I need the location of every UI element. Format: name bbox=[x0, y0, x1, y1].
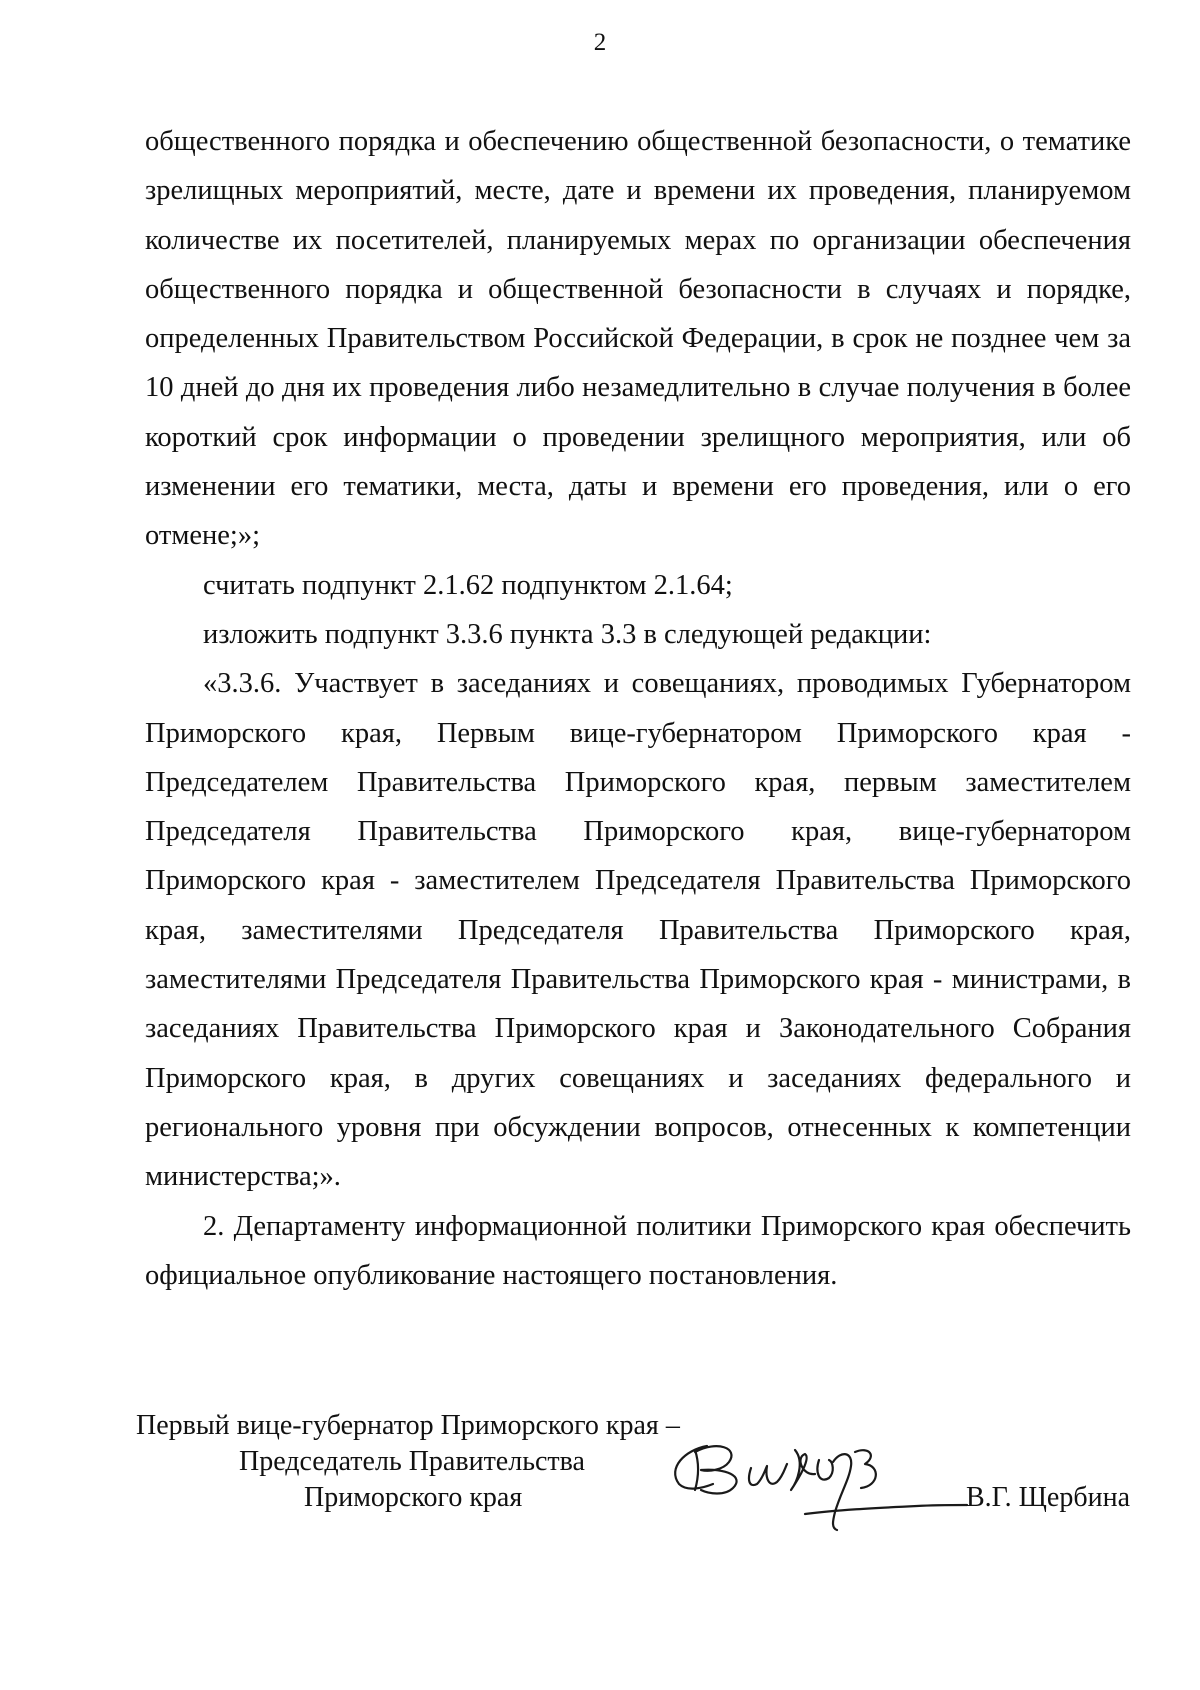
paragraph-1: общественного порядка и обеспечению общественной безопасности, о тематике зрелищных мероприятий, месте, дате и времени их проведения, планируемом количестве их посетителей, планируемых мерах по организации обеспечения общественного порядка и общественной безопасности в случаях и порядке, определенных Правительством Российской Федерации, в срок не позднее чем за 10 дней до дня их проведения либо незамедлительно в случае получения в более короткий срок информации о проведении зрелищного мероприятия, или об изменении его тематики, места, даты и времени его проведения, или о его отмене;»; bbox=[145, 126, 1131, 552]
paragraph-4: «3.3.6. Участвует в заседаниях и совещаниях, проводимых Губернатором Приморского края, Первым вице-губернатором Приморского края - Председателем Правительства Приморского края, первым заместителем Председателя Правительства Приморского края, вице-губернатором Приморского края - заместителем Председателя Правительства Приморского края, заместителями Председателя Правительства Приморского края, заместителями Председателя Правительства Приморского края - министрами, в заседаниях Правительства Приморского края и Законодательного Собрания Приморского края, в других совещаниях и заседаниях федерального и регионального уровня при обсуждении вопросов, отнесенных к компетенции министерства;». bbox=[145, 668, 1131, 1193]
handwritten-signature bbox=[655, 1428, 985, 1538]
signatory-position-line-3: Приморского края bbox=[304, 1482, 523, 1513]
paragraph-3: изложить подпункт 3.3.6 пункта 3.3 в следующей редакции: bbox=[203, 618, 932, 650]
signatory-name: В.Г. Щербина bbox=[965, 1482, 1130, 1513]
document-body bbox=[145, 117, 1131, 1300]
signatory-position-line-1: Первый вице-губернатор Приморского края – bbox=[136, 1410, 680, 1441]
paragraph-5: 2. Департаменту информационной политики Приморского края обеспечить официальное опубликование настоящего постановления. bbox=[145, 1210, 1131, 1291]
signatory-position-line-2: Председатель Правительства bbox=[239, 1446, 585, 1477]
paragraph-2: считать подпункт 2.1.62 подпунктом 2.1.64; bbox=[203, 569, 733, 601]
signature-block bbox=[130, 1408, 1130, 1528]
page-number: 2 bbox=[593, 29, 607, 56]
